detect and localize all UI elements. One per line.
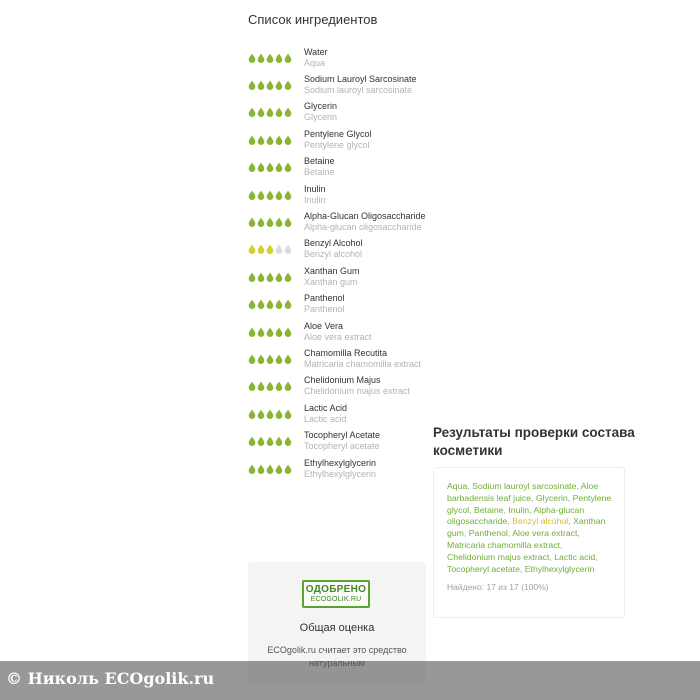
drop-icon xyxy=(266,409,274,419)
ingredient-row[interactable] xyxy=(248,236,428,263)
ingredient-name: Benzyl Alcohol xyxy=(304,238,363,249)
rating-drops xyxy=(248,53,304,63)
drop-icon xyxy=(248,53,256,63)
drop-icon xyxy=(284,135,292,145)
ingredient-alias: Pentylene glycol xyxy=(304,139,370,150)
drop-icon xyxy=(284,80,292,90)
ingredient-list-title: Список ингредиентов xyxy=(248,12,378,27)
drop-icon xyxy=(275,436,283,446)
result-ingredient: Pentylene glycol xyxy=(447,492,612,515)
result-ingredient: Alpha-glucan oligosaccharide xyxy=(447,504,585,527)
ingredient-text xyxy=(304,457,428,481)
rating-drops xyxy=(248,464,304,474)
drop-icon xyxy=(284,162,292,172)
result-separator: , xyxy=(469,504,475,515)
drop-icon xyxy=(257,381,265,391)
drop-icon xyxy=(275,107,283,117)
drop-icon xyxy=(284,354,292,364)
ingredient-text xyxy=(304,429,428,453)
ingredient-alias: Tocopheryl acetate xyxy=(304,441,380,452)
drop-icon xyxy=(284,327,292,337)
ingredient-row[interactable] xyxy=(248,71,428,98)
result-separator: , xyxy=(463,528,469,539)
ingredient-alias: Alpha-glucan oligosaccharide xyxy=(304,222,422,233)
result-ingredient: Inulin xyxy=(508,504,530,515)
ingredient-row[interactable] xyxy=(248,373,428,400)
watermark-text: © Николь ECOgolik.ru xyxy=(6,669,215,688)
drop-icon xyxy=(248,107,256,117)
ingredient-name: Pentylene Glycol xyxy=(304,128,372,139)
drop-icon xyxy=(284,409,292,419)
drop-icon xyxy=(257,327,265,337)
result-ingredient: Benzyl alcohol xyxy=(512,516,569,527)
ingredient-name: Chamomilla Recutita xyxy=(304,347,388,358)
result-separator: , xyxy=(507,528,513,539)
result-separator: , xyxy=(467,481,473,491)
rating-drops xyxy=(248,190,304,200)
result-separator: , xyxy=(595,551,598,562)
drop-icon xyxy=(248,190,256,200)
rating-drops xyxy=(248,80,304,90)
drop-icon xyxy=(257,436,265,446)
ingredient-name: Betaine xyxy=(304,156,335,167)
drop-icon xyxy=(266,272,274,282)
ingredient-name: Water xyxy=(304,46,328,57)
ingredient-row[interactable] xyxy=(248,455,428,482)
result-ingredient: Aqua xyxy=(447,481,468,491)
ingredient-name: Alpha-Glucan Oligosaccharide xyxy=(304,211,426,222)
ingredient-row[interactable] xyxy=(248,126,428,153)
ingredient-name: Aloe Vera xyxy=(304,320,344,331)
result-separator: , xyxy=(519,563,525,574)
drop-icon xyxy=(248,299,256,309)
results-ingredient-text xyxy=(447,481,612,575)
ingredient-row[interactable] xyxy=(248,208,428,235)
drop-icon xyxy=(257,272,265,282)
approved-stamp-label: ОДОБРЕНО xyxy=(305,584,367,595)
drop-icon xyxy=(275,80,283,90)
rating-drops xyxy=(248,436,304,446)
drop-icon xyxy=(248,464,256,474)
rating-drops xyxy=(248,244,304,254)
ingredient-alias: Chelidonium majus extract xyxy=(304,386,411,397)
ingredient-text xyxy=(304,320,428,344)
result-separator: , xyxy=(531,492,536,503)
drop-icon xyxy=(284,299,292,309)
drop-icon xyxy=(266,162,274,172)
ingredient-text xyxy=(304,183,428,207)
ingredient-text xyxy=(304,292,428,316)
drop-icon xyxy=(266,53,274,63)
ingredient-name: Panthenol xyxy=(304,293,345,304)
approved-stamp-site: ECOGOLIK.RU xyxy=(310,596,362,603)
result-separator: , xyxy=(567,492,573,503)
drop-icon xyxy=(284,217,292,227)
result-ingredient: Panthenol xyxy=(468,528,508,539)
ingredient-row[interactable] xyxy=(248,99,428,126)
drop-icon xyxy=(266,354,274,364)
drop-icon xyxy=(284,381,292,391)
result-ingredient: Ethylhexylglycerin xyxy=(524,563,595,574)
result-ingredient: Lactic acid xyxy=(554,551,596,562)
rating-drops xyxy=(248,272,304,282)
ingredient-name: Chelidonium Majus xyxy=(304,375,381,386)
drop-icon xyxy=(275,381,283,391)
drop-icon xyxy=(275,135,283,145)
drop-icon xyxy=(275,409,283,419)
ingredient-row[interactable] xyxy=(248,181,428,208)
drop-icon xyxy=(257,244,265,254)
drop-icon xyxy=(266,464,274,474)
ingredient-name: Inulin xyxy=(304,183,326,194)
ingredient-text xyxy=(304,210,428,234)
result-ingredient: Betaine xyxy=(474,504,504,515)
result-separator: , xyxy=(577,528,580,539)
result-ingredient: Tocopheryl acetate xyxy=(447,563,520,574)
ingredient-alias: Inulin xyxy=(304,194,326,205)
ingredient-name: Lactic Acid xyxy=(304,402,348,413)
ingredient-alias: Benzyl alcohol xyxy=(304,249,363,260)
drop-icon xyxy=(284,244,292,254)
ingredient-alias: Betaine xyxy=(304,167,335,178)
rating-drops xyxy=(248,409,304,419)
result-separator: , xyxy=(503,504,509,515)
drop-icon xyxy=(257,354,265,364)
rating-drops xyxy=(248,107,304,117)
drop-icon xyxy=(266,135,274,145)
drop-icon xyxy=(275,464,283,474)
ingredient-row[interactable] xyxy=(248,318,428,345)
ingredient-alias: Aloe vera extract xyxy=(304,331,372,342)
results-title: Результаты проверки состава косметики xyxy=(433,425,635,458)
drop-icon xyxy=(257,53,265,63)
ingredient-text xyxy=(304,347,428,371)
drop-icon xyxy=(248,272,256,282)
drop-icon xyxy=(275,299,283,309)
drop-icon xyxy=(275,327,283,337)
rating-drops xyxy=(248,327,304,337)
rating-drops xyxy=(248,381,304,391)
drop-icon xyxy=(248,436,256,446)
ingredient-list xyxy=(248,44,428,482)
ingredient-text xyxy=(304,155,428,179)
ingredient-name: Ethylhexylglycerin xyxy=(304,457,377,468)
ingredient-alias: Aqua xyxy=(304,57,326,68)
drop-icon xyxy=(284,272,292,282)
drop-icon xyxy=(257,409,265,419)
drop-icon xyxy=(266,244,274,254)
ingredient-row[interactable] xyxy=(248,400,428,427)
drop-icon xyxy=(248,409,256,419)
ingredient-row[interactable] xyxy=(248,345,428,372)
drop-icon xyxy=(284,53,292,63)
ingredient-text xyxy=(304,402,428,426)
ingredient-text xyxy=(304,265,428,289)
drop-icon xyxy=(266,436,274,446)
ingredient-alias: Sodium lauroyl sarcosinate xyxy=(304,85,413,96)
drop-icon xyxy=(284,107,292,117)
ingredient-alias: Panthenol xyxy=(304,304,345,315)
drop-icon xyxy=(284,464,292,474)
result-separator: , xyxy=(529,504,534,515)
ingredient-text xyxy=(304,46,428,70)
drop-icon xyxy=(266,381,274,391)
drop-icon xyxy=(248,162,256,172)
rating-drops xyxy=(248,299,304,309)
ingredient-alias: Xanthan gum xyxy=(304,276,358,287)
result-ingredient: Aloe vera extract xyxy=(512,528,578,539)
drop-icon xyxy=(248,327,256,337)
rating-drops xyxy=(248,162,304,172)
result-ingredient: Aloe barbadensis leaf juice xyxy=(447,481,599,503)
drop-icon xyxy=(257,299,265,309)
ingredient-text xyxy=(304,237,428,261)
ingredient-alias: Lactic acid xyxy=(304,413,347,424)
drop-icon xyxy=(284,190,292,200)
result-ingredient: Sodium lauroyl sarcosinate xyxy=(472,481,577,491)
result-separator: , xyxy=(568,516,574,527)
drop-icon xyxy=(257,217,265,227)
results-box xyxy=(433,467,625,618)
result-ingredient: Chelidonium majus extract xyxy=(447,551,550,562)
drop-icon xyxy=(266,190,274,200)
overall-rating-title: Общая оценка xyxy=(299,622,375,634)
ingredient-text xyxy=(304,128,428,152)
drop-icon xyxy=(248,354,256,364)
drop-icon xyxy=(275,217,283,227)
drop-icon xyxy=(257,190,265,200)
ingredient-row[interactable] xyxy=(248,427,428,454)
drop-icon xyxy=(257,464,265,474)
drop-icon xyxy=(266,327,274,337)
ingredient-text xyxy=(304,73,428,97)
rating-drops xyxy=(248,135,304,145)
drop-icon xyxy=(275,354,283,364)
result-ingredient: Matricaria chamomilla extract xyxy=(447,539,560,550)
ingredient-row[interactable] xyxy=(248,291,428,318)
result-ingredient: Xanthan gum xyxy=(447,516,606,539)
rating-drops xyxy=(248,217,304,227)
ingredient-row[interactable] xyxy=(248,154,428,181)
watermark-bar xyxy=(0,661,700,700)
drop-icon xyxy=(248,217,256,227)
drop-icon xyxy=(284,436,292,446)
drop-icon xyxy=(275,244,283,254)
ingredient-alias: Ethylhexylglycerin xyxy=(304,468,377,479)
ingredient-name: Sodium Lauroyl Sarcosinate xyxy=(304,74,417,85)
drop-icon xyxy=(248,80,256,90)
drop-icon xyxy=(275,162,283,172)
drop-icon xyxy=(266,80,274,90)
drop-icon xyxy=(248,381,256,391)
result-separator: , xyxy=(559,539,563,550)
drop-icon xyxy=(266,107,274,117)
drop-icon xyxy=(257,162,265,172)
ingredient-name: Glycerin xyxy=(304,101,338,112)
ingredient-text xyxy=(304,100,428,124)
drop-icon xyxy=(248,244,256,254)
drop-icon xyxy=(275,190,283,200)
overall-rating-text: ECOgolik.ru считает это средство xyxy=(267,645,407,655)
drop-icon xyxy=(257,107,265,117)
ingredient-alias: Matricaria chamomilla extract xyxy=(304,358,422,369)
drop-icon xyxy=(275,272,283,282)
ingredient-name: Tocopheryl Acetate xyxy=(304,430,381,441)
drop-icon xyxy=(257,135,265,145)
drop-icon xyxy=(266,299,274,309)
result-separator: , xyxy=(576,481,581,491)
rating-drops xyxy=(248,354,304,364)
ingredient-text xyxy=(304,374,428,398)
drop-icon xyxy=(266,217,274,227)
ingredient-row[interactable] xyxy=(248,263,428,290)
result-separator: , xyxy=(549,551,555,562)
drop-icon xyxy=(275,53,283,63)
approved-stamp xyxy=(302,580,370,608)
ingredient-alias: Glycerin xyxy=(304,112,338,123)
results-found-count: Найдено: 17 из 17 (100%) xyxy=(447,582,549,593)
drop-icon xyxy=(257,80,265,90)
drop-icon xyxy=(248,135,256,145)
ingredient-row[interactable] xyxy=(248,44,428,71)
result-ingredient: Glycerin xyxy=(535,492,568,503)
ingredient-name: Xanthan Gum xyxy=(304,265,360,276)
result-separator: , xyxy=(507,516,513,527)
